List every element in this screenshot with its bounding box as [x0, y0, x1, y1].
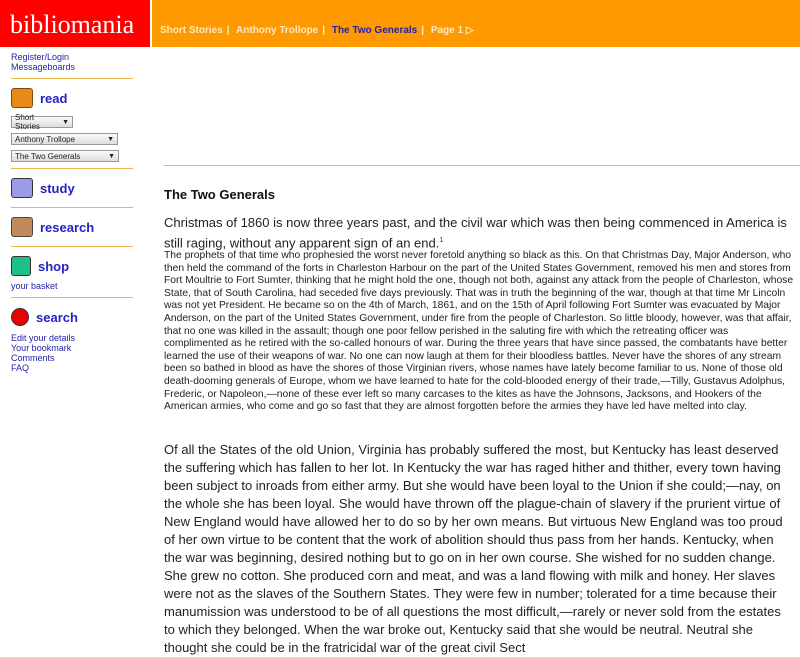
- title-select[interactable]: The Two Generals ▼: [11, 150, 119, 162]
- shop-section[interactable]: [11, 253, 133, 279]
- study-label[interactable]: study: [40, 180, 75, 196]
- paragraph: The prophets of that time who prophesied the worst never foretold anything so black as this. On that Christmas Day, Major Anderson, who then held the command of the forts in Charleston Harbour on the part of the United States Government, removed his men and stores from Fort Moultrie to Fort Sumter, thinking that he might hold the one, though not both, against any attack from the people of Charleston, whose State, that of South Carolina, had seceded five days previously. That was in truth the beginning of the war, though at that time Mr Lincoln was not yet President. He became so on the 4th of March, 1861, and on the 15th of April following Fort Sumter was evacuated by Major Anderson, on the part of the United States Government, under fire from the people of Charleston. So little bloody, however, was that affair, that no one was killed in the assault; though one poor fellow perished in the saluting fire with which the retreating officer was complimented as he retired with the so-called honours of war. During the three years that have since passed, the combatants have better learned the use of their weapons of war. No one can now laugh at them for their bloodless battles. Never have the shores of any stream been so bathed in blood as have the shores of those Virginian rivers, whose names have lately become familiar to us. None of those old death-dooming generals of Europe, whom we have learned to hate for the cold-blooded energy of their trade,—Tilly, Gustavus Adolphus, Frederic, or Napoleon,—none of these ever left so many carcases to the kites as have the Johnsons, Jacksons, and Hookers of the American armies, who come and go so fast that they are almost forgotten before the armies they have led have melted into clay.: [164, 250, 794, 413]
- read-label[interactable]: read: [40, 90, 68, 106]
- footnote-link[interactable]: 1: [439, 237, 444, 244]
- bibliomania-logo[interactable]: [0, 0, 150, 47]
- breadcrumb: Short Stories | Anthony Trollope | The Two Generals | Page 1 ▷: [152, 0, 800, 47]
- search-section[interactable]: [11, 304, 133, 330]
- edit-details-link[interactable]: Edit your details: [11, 333, 76, 343]
- comments-link[interactable]: Comments: [11, 353, 55, 363]
- faq-link[interactable]: FAQ: [11, 363, 30, 373]
- divider: [164, 165, 800, 166]
- author-select[interactable]: Anthony Trollope ▼: [11, 133, 118, 145]
- triangle-right-icon[interactable]: ▷: [465, 25, 474, 36]
- tome-icon: [11, 217, 33, 237]
- category-select[interactable]: Short Stories ▼: [11, 116, 73, 128]
- shop-label[interactable]: shop: [38, 258, 70, 274]
- divider: [11, 297, 133, 298]
- search-label[interactable]: search: [36, 309, 78, 325]
- intro-paragraph: Christmas of 1860 is now three years past, and the civil war which was then being commenced in America is still raging, without any apparent sign of an end.$^1$: [164, 215, 787, 251]
- divider: [11, 78, 133, 79]
- bookmark-link[interactable]: Your bookmark: [11, 343, 72, 353]
- shopping-bag-icon: [11, 256, 31, 276]
- messageboards-link[interactable]: Messageboards: [11, 62, 76, 72]
- research-section[interactable]: [11, 214, 133, 240]
- register-login-link[interactable]: Register/Login: [11, 52, 70, 62]
- breadcrumb-current-title: The Two Generals: [331, 25, 418, 36]
- breadcrumb-author[interactable]: Anthony Trollope: [236, 25, 319, 36]
- your-basket-link[interactable]: your basket: [11, 281, 58, 291]
- article-title: The Two Generals: [164, 187, 276, 202]
- read-section[interactable]: [11, 85, 133, 111]
- divider: [11, 246, 133, 247]
- paragraph: Of all the States of the old Union, Virginia has probably suffered the most, but Kentucky has least deserved the suffering which has fallen to her lot. In Kentucky the war has raged hither and thither, every town having been subject to inroads from either army. But she would have been loyal to the Union if she could;—nay, on the whole she has been loyal. She would have thrown off the plague-chain of slavery if the prurient virtue of New England would have allowed her to do so by her own means. But virtuous New England was too proud of her own virtue to be content that the work of abolition should thus pass from her hands. Kentucky, when the war was beginning, desired nothing but to go on in her own course. She wished for no sudden change. She grew no cotton. She produced corn and meat, and was a land flowing with milk and honey. Her slaves were not as the slaves of the Southern States. They were few in number; tolerated for a time because their manumission was understood to be of all questions the most difficult,—rarely or never sold from the estates to which they belonged. When the war broke out, Kentucky said that she would be neutral. Neutral she thought she could be in the fratricidal war of the great civil Sect: [164, 442, 783, 655]
- breadcrumb-page[interactable]: Page 1: [430, 25, 464, 36]
- divider: [11, 168, 133, 169]
- magnifier-icon: [11, 308, 29, 326]
- open-book-icon: [11, 178, 33, 198]
- research-label[interactable]: research: [40, 219, 95, 235]
- logo-text[interactable]: bibliomania: [10, 10, 135, 39]
- study-section[interactable]: [11, 175, 133, 201]
- breadcrumb-short-stories[interactable]: Short Stories: [160, 25, 223, 36]
- divider: [11, 207, 133, 208]
- book-icon: [11, 88, 33, 108]
- sidebar: [11, 52, 133, 373]
